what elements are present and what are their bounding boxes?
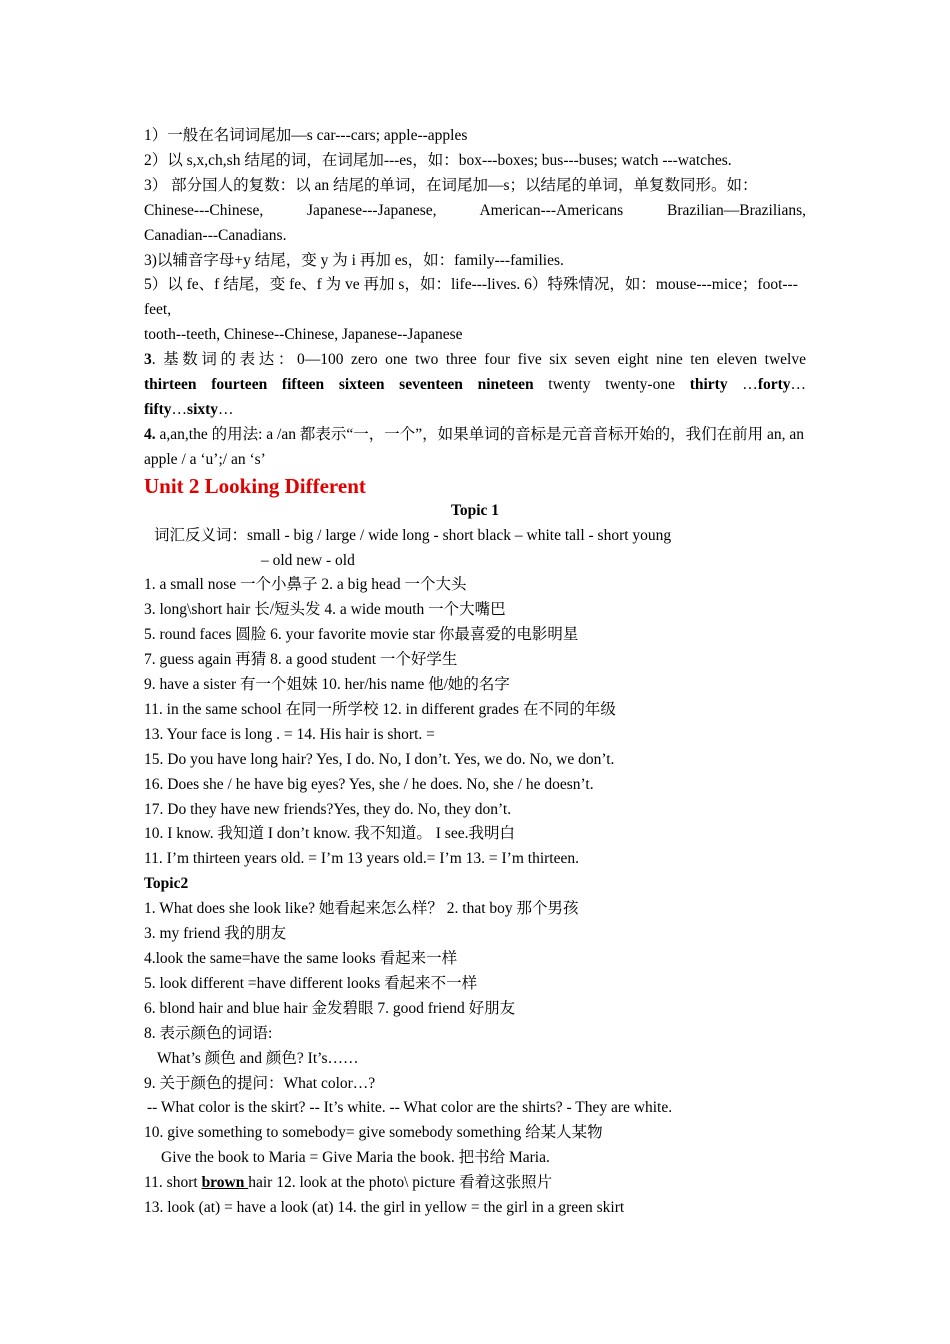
list-item: 13. look (at) = have a look (at) 14. the girl in yellow = the girl in a green skirt [144, 1199, 625, 1217]
list-item: 9. have a sister 有一个姐妹 10. her/his name 他/她的名字 [144, 676, 510, 694]
ellipsis: … [218, 400, 234, 418]
article-usage-text: a,an,the 的用法: a /an 都表示“一，一个”，如果单词的音标是元音音标开始的，我们在前用 an, an apple / a ‘u’;/ an ‘s’ [144, 425, 804, 468]
ellipsis: … [171, 400, 188, 418]
list-item: 3. my friend 我的朋友 [144, 925, 287, 943]
plural-rule-6-cont: feet, [144, 301, 172, 319]
cardinal-numbers-line-3 [144, 398, 806, 423]
plural-rule-1: 1）一般在名词词尾加—s car---cars; apple--apples [144, 127, 468, 144]
list-item: -- What color is the skirt? -- It’s white. -- What color are the shirts? - They are white. [147, 1099, 673, 1117]
plural-rule-2: 2）以 s,x,ch,sh 结尾的词，在词尾加---es，如：box---boxes; bus---buses; watch ---watches. [144, 151, 732, 169]
section-number: 4. [144, 425, 156, 443]
list-item: 10. I know. 我知道 I don’t know. 我不知道。 I see.我明白 [144, 825, 515, 843]
topic-2-list [144, 897, 806, 1221]
ellipsis: … [727, 376, 758, 394]
list-item: 16. Does she / he have big eyes? Yes, she / he does. No, she / he doesn’t. [144, 775, 594, 793]
list-item: 5. look different =have different looks 看起来不一样 [144, 974, 478, 992]
cardinal-numbers-text: . 基数词的表达：0—100 zero one two three four five six seven eight nine ten eleven twelve [151, 351, 806, 369]
list-item: 6. blond hair and blue hair 金发碧眼 7. good friend 好朋友 [144, 999, 516, 1017]
list-item: 17. Do they have new friends?Yes, they do. No, they don’t. [144, 800, 512, 818]
plural-rule-5-6: 5）以 fe、f 结尾，变 fe、f 为 ve 再加 s，如：life---lives. 6）特殊情况，如：mouse---mice；foot--- [144, 276, 798, 294]
twenty-numbers: twenty twenty-one [533, 376, 690, 394]
topic-1-list [144, 573, 806, 872]
list-item: What’s 颜色 and 颜色? It’s…… [157, 1049, 359, 1067]
number-thirty: thirty [689, 376, 728, 394]
list-item: 5. round faces 圆脸 6. your favorite movie star 你最喜爱的电影明星 [144, 626, 579, 644]
teen-numbers: thirteen fourteen fifteen sixteen seventeen nineteen [144, 376, 534, 394]
plural-rule-3-examples-cont: Canadian---Canadians. [144, 226, 287, 244]
list-item: 4.look the same=have the same looks 看起来一样 [144, 950, 458, 967]
list-item: 1. a small nose 一个小鼻子 2. a big head 一个大头 [144, 576, 467, 594]
cardinal-numbers-line-2 [144, 373, 806, 398]
list-item: 8. 表示颜色的词语: [144, 1024, 273, 1042]
ellipsis: … [790, 376, 807, 394]
cardinal-numbers-line-1 [144, 348, 806, 373]
list-item: 7. guess again 再猜 8. a good student 一个好学生 [144, 651, 458, 669]
list-item: 15. Do you have long hair? Yes, I do. No, I don’t. Yes, we do. No, we don’t. [144, 750, 615, 768]
list-item [144, 1171, 806, 1196]
underlined-word: brown [201, 1174, 249, 1192]
list-item: 13. Your face is long . = 14. His hair is short. = [144, 725, 435, 743]
list-item: 1. What does she look like? 她看起来怎么样？ 2. that boy 那个男孩 [144, 900, 579, 918]
list-item: Give the book to Maria = Give Maria the book. 把书给 Maria. [161, 1149, 550, 1167]
article-usage [144, 423, 806, 473]
topic-1-title: Topic 1 [450, 501, 500, 519]
document-page [144, 124, 806, 1221]
number-sixty: sixty [187, 400, 219, 418]
plural-rule-y: 3)以辅音字母+y 结尾，变 y 为 i 再加 es，如：family---families. [144, 251, 564, 269]
list-item: 11. in the same school 在同一所学校 12. in different grades 在不同的年级 [144, 700, 616, 718]
plural-rule-3: 3） 部分国人的复数：以 an 结尾的单词，在词尾加—s；以结尾的单词，单复数同形。如： [144, 176, 758, 194]
list-item-text: 11. short [144, 1174, 202, 1192]
list-item-text: hair 12. look at the photo\ picture 看着这张照片 [248, 1174, 553, 1192]
list-item: 9. 关于颜色的提问：What color…? [144, 1074, 376, 1092]
list-item: 10. give something to somebody= give somebody something 给某人某物 [144, 1124, 603, 1142]
number-forty: forty [757, 376, 791, 394]
unit-title: Unit 2 Looking Different [144, 473, 366, 498]
plural-rule-6-examples: tooth--teeth, Chinese--Chinese, Japanese--Japanese [144, 326, 463, 344]
plural-rule-3-examples: Chinese---Chinese, Japanese---Japanese, American---Americans Brazilian—Brazilians, [144, 201, 806, 219]
list-item: 3. long\short hair 长/短头发 4. a wide mouth 一个大嘴巴 [144, 601, 506, 619]
section-number: 3 [144, 351, 152, 369]
list-item: 11. I’m thirteen years old. = I’m 13 years old.= I’m 13. = I’m thirteen. [144, 850, 579, 868]
antonyms-line-2: – old new - old [261, 551, 355, 569]
number-fifty: fifty [144, 400, 172, 418]
topic-2-title: Topic2 [144, 875, 189, 893]
antonyms-line-1: 词汇反义词：small - big / large / wide long - short black – white tall - short young [154, 526, 672, 544]
